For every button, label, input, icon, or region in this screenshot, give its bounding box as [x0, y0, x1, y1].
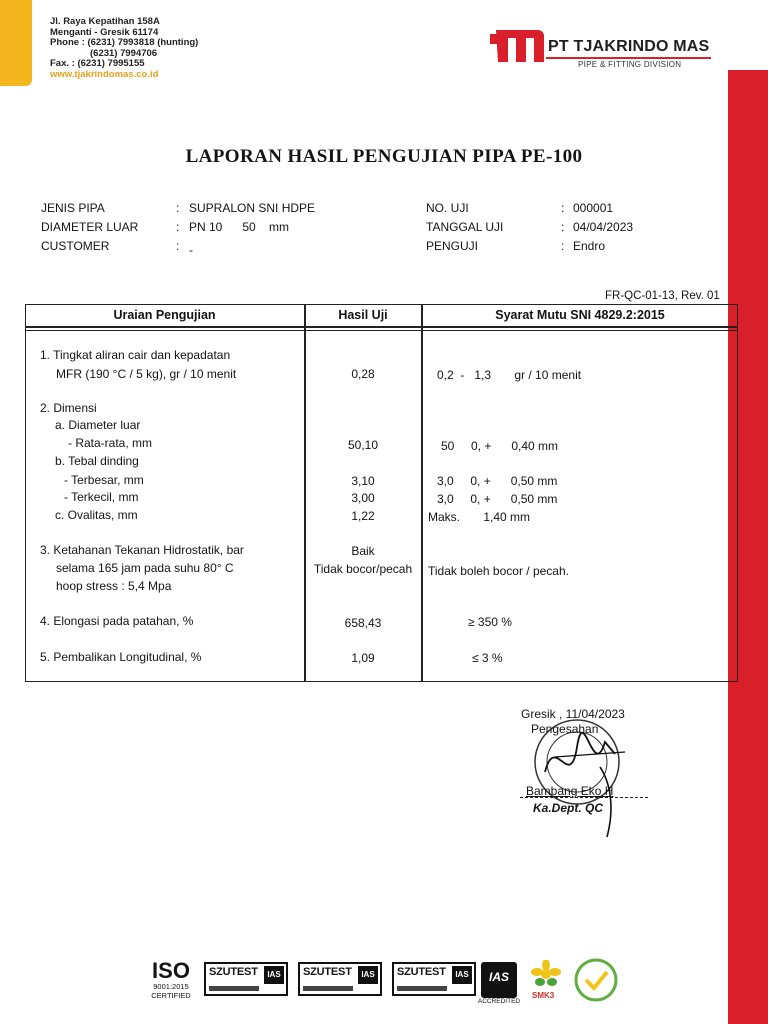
syarat-cell: Tidak boleh bocor / pecah. [428, 564, 569, 578]
uraian-cell: hoop stress : 5,4 Mpa [56, 579, 172, 593]
signature-place-date: Gresik , 11/04/2023 [521, 707, 625, 721]
hasil-cell: Baik [351, 544, 375, 558]
info-sep: : [561, 220, 565, 234]
logo-underline [546, 57, 711, 59]
company-address [50, 17, 198, 81]
info-label: PENGUJI [426, 239, 479, 253]
syarat-cell: 3,0 0, + 0,50 mm [437, 474, 558, 488]
szutest-logo [204, 962, 288, 996]
logo-bar [303, 986, 353, 991]
szutest-logo [392, 962, 476, 996]
info-sep: : [176, 239, 180, 253]
uraian-cell: 2. Dimensi [40, 401, 97, 415]
table-divider [421, 304, 423, 682]
uraian-cell: 3. Ketahanan Tekanan Hidrostatik, bar [40, 543, 244, 557]
hasil-cell: Tidak bocor/pecah [313, 562, 413, 576]
signature-approval: Pengesahan [531, 722, 599, 736]
info-value: Endro [573, 239, 606, 253]
address-line: (6231) 7994706 [90, 47, 158, 59]
hasil-cell: 50,10 [347, 438, 379, 452]
ias-accredited-label: ACCREDITED [477, 998, 521, 1005]
info-left-seps [176, 199, 179, 256]
table-header-syarat: Syarat Mutu SNI 4829.2:2015 [495, 308, 665, 322]
syarat-cell: ≤ 3 % [472, 651, 503, 665]
info-value: SUPRALON SNI HDPE [189, 201, 316, 215]
company-website: www.tjakrindomas.co.id [50, 68, 159, 80]
info-label: JENIS PIPA [41, 201, 105, 215]
logo-bar [209, 986, 259, 991]
green-label-logo-text [574, 958, 575, 959]
syarat-cell: 0,2 - 1,3 gr / 10 menit [437, 368, 582, 382]
table-header-line [25, 330, 738, 331]
info-label: NO. UJI [426, 201, 469, 215]
uraian-cell: a. Diameter luar [55, 418, 141, 432]
info-sep: : [561, 239, 565, 253]
info-value: PN 10 50 mm [189, 220, 290, 234]
syarat-cell: 3,0 0, + 0,50 mm [437, 492, 558, 506]
info-sep: : [561, 201, 565, 215]
company-logo-tagline: PIPE & FITTING DIVISION [578, 60, 682, 69]
uraian-cell: - Terkecil, mm [64, 490, 139, 504]
logo-bar [397, 986, 447, 991]
szutest-logo-text: SZUTEST [303, 966, 352, 978]
table-header-uraian: Uraian Pengujian [113, 308, 216, 322]
uraian-cell: 4. Elongasi pada patahan, % [40, 614, 194, 628]
hasil-cell: 3,00 [351, 491, 375, 505]
uraian-cell: b. Tebal dinding [55, 454, 139, 468]
info-value: - [189, 243, 193, 257]
szutest-logo-text: SZUTEST [209, 966, 258, 978]
iso-logo-sub2: CERTIFIED [151, 991, 191, 1000]
iso-logo-sub: 9001:2015 [153, 982, 189, 991]
info-right-seps [561, 199, 564, 256]
szutest-logo-text: SZUTEST [397, 966, 446, 978]
info-right-values [573, 199, 633, 256]
info-label: CUSTOMER [41, 239, 110, 253]
signature-name: Bambang Eko H [526, 784, 614, 798]
uraian-cell: selama 165 jam pada suhu 80° C [56, 561, 234, 575]
green-label-logo-icon [574, 958, 618, 1002]
hasil-cell: 0,28 [351, 367, 375, 381]
info-label: TANGGAL UJI [426, 220, 504, 234]
ias-mark-icon: IAS [264, 966, 284, 984]
company-logo-icon [488, 26, 546, 66]
hasil-cell: 1,09 [351, 651, 375, 665]
address-line: Jl. Raya Kepatihan 158A [50, 16, 160, 27]
info-value: 04/04/2023 [573, 220, 634, 234]
ias-accredited-logo [481, 962, 517, 998]
uraian-cell: 5. Pembalikan Longitudinal, % [40, 650, 202, 664]
uraian-cell: - Terbesar, mm [64, 473, 144, 487]
ias-logo-text: IAS [488, 970, 509, 984]
info-left-labels [41, 199, 138, 256]
table-header-line [25, 326, 738, 328]
info-sep: : [176, 201, 180, 215]
hasil-cell: 3,10 [351, 474, 375, 488]
corner-accent [0, 0, 32, 86]
info-sep: : [176, 220, 180, 234]
uraian-cell: - Rata-rata, mm [68, 436, 153, 450]
info-label: DIAMETER LUAR [41, 220, 139, 234]
iso-logo [146, 960, 196, 1000]
form-number: FR-QC-01-13, Rev. 01 [605, 290, 720, 302]
info-right-labels [426, 199, 503, 256]
signature-line [520, 797, 648, 798]
address-line: Menganti - Gresik 61174 [50, 26, 159, 38]
info-value: 000001 [573, 201, 614, 215]
smk3-logo-text: SMK3 [532, 991, 555, 1000]
address-line: Phone : (6231) 7993818 (hunting) [50, 37, 199, 49]
signature-position: Ka.Dept. QC [533, 801, 604, 815]
hasil-cell: 1,22 [351, 509, 375, 523]
hasil-cell: 658,43 [344, 616, 382, 630]
company-logo-name: PT TJAKRINDO MAS [548, 38, 710, 55]
address-line: Fax. : (6231) 7995155 [50, 58, 145, 70]
szutest-logo [298, 962, 382, 996]
syarat-cell: 50 0, + 0,40 mm [441, 439, 559, 453]
syarat-cell: Maks. 1,40 mm [428, 510, 531, 524]
table-header-hasil: Hasil Uji [338, 308, 388, 322]
ias-mark-icon: IAS [358, 966, 378, 984]
report-title: LAPORAN HASIL PENGUJIAN PIPA PE-100 [185, 146, 583, 167]
iso-logo-text: ISO [152, 958, 190, 983]
uraian-cell: 1. Tingkat aliran cair dan kepadatan [40, 348, 231, 362]
uraian-cell: MFR (190 °C / 5 kg), gr / 10 menit [56, 367, 237, 381]
info-left-values [189, 199, 315, 260]
uraian-cell: c. Ovalitas, mm [55, 508, 138, 522]
ias-mark-icon: IAS [452, 966, 472, 984]
syarat-cell: ≥ 350 % [468, 615, 512, 629]
